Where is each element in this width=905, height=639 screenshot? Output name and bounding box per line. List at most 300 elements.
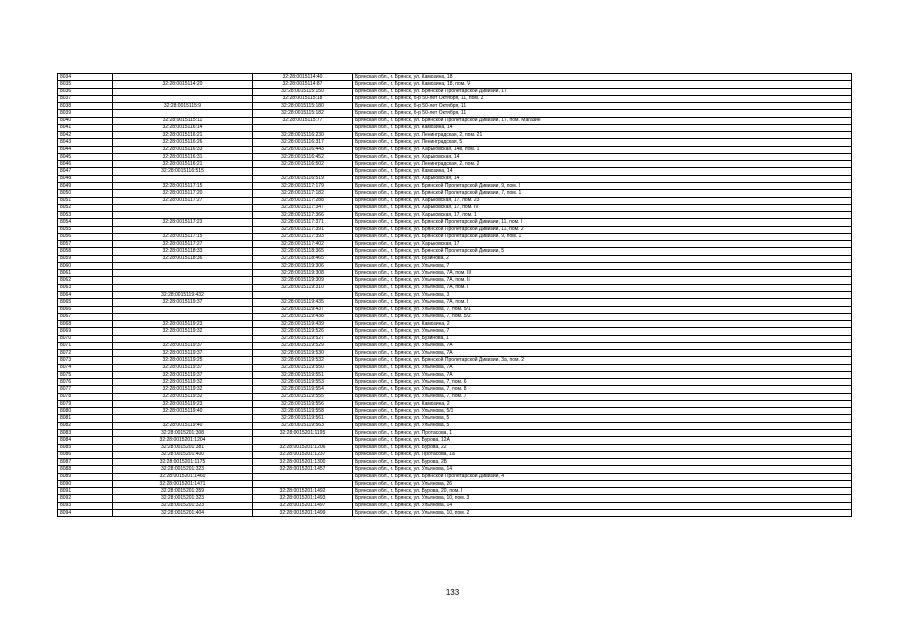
- object-cadastral-cell: 32:28:0015115:150: [253, 88, 353, 95]
- row-number-cell: 8034: [58, 74, 113, 81]
- parcel-cadastral-cell: 32:28:0015116:515: [113, 168, 253, 175]
- row-number-cell: 8035: [58, 81, 113, 88]
- table-row: [58, 350, 852, 357]
- address-cell: Брянская обл., г. Брянск, ул. Ульянова, 5: [353, 415, 852, 422]
- table-row: [58, 161, 852, 168]
- address-cell: Брянская обл., г. Брянск, ул. Брянской Пролетарской Дивизии, 3а, пом. 2: [353, 357, 852, 364]
- table-row: [58, 88, 852, 95]
- address-cell: Брянская обл., г. Брянск, ул. Ленинградская, 2, пом. 2: [353, 161, 852, 168]
- parcel-cadastral-cell: [113, 262, 253, 269]
- object-cadastral-cell: 32:28:0015201:1492: [253, 488, 353, 495]
- row-number-cell: 8052: [58, 204, 113, 211]
- row-number-cell: 8090: [58, 480, 113, 487]
- parcel-cadastral-cell: 32:28:0015201:323: [113, 495, 253, 502]
- parcel-cadastral-cell: 32:28:0015119:432: [113, 291, 253, 298]
- parcel-cadastral-cell: 32:28:0015119:37: [113, 299, 253, 306]
- row-number-cell: 8089: [58, 473, 113, 480]
- object-cadastral-cell: 32:28:0015117:366: [253, 212, 353, 219]
- table-row: [58, 219, 852, 226]
- row-number-cell: 8065: [58, 299, 113, 306]
- parcel-cadastral-cell: 32:28:0015201:1175: [113, 459, 253, 466]
- address-cell: Брянская обл., г. Брянск, ул. Ульянова, 7А: [353, 342, 852, 349]
- address-cell: Брянская обл., г. Брянск, ул. Камозина, 2: [353, 400, 852, 407]
- object-cadastral-cell: 32:28:0015201:1497: [253, 502, 353, 509]
- object-cadastral-cell: 32:28:0015119:551: [253, 371, 353, 378]
- address-cell: Брянская обл., г. Брянск, ул. Брянской Пролетарской Дивизии, 9, пом. I: [353, 182, 852, 189]
- address-cell: Брянская обл., г. Брянск, ул. Бурова, 12А: [353, 437, 852, 444]
- row-number-cell: 8068: [58, 321, 113, 328]
- object-cadastral-cell: 32:28:0015201:1300: [253, 459, 353, 466]
- object-cadastral-cell: 32:28:0015115:180: [253, 103, 353, 110]
- table-row: [58, 342, 852, 349]
- table-row: [58, 197, 852, 204]
- row-number-cell: 8080: [58, 408, 113, 415]
- row-number-cell: 8056: [58, 233, 113, 240]
- object-cadastral-cell: 32:28:0015119:532: [253, 357, 353, 364]
- object-cadastral-cell: 32:28:0015119:553: [253, 379, 353, 386]
- address-cell: Брянская обл., г. Брянск, ул. Харьковская, 14в, пом. 1: [353, 146, 852, 153]
- object-cadastral-cell: 32:28:0015114:40: [253, 74, 353, 81]
- object-cadastral-cell: 32:28:0015119:550: [253, 364, 353, 371]
- row-number-cell: 8072: [58, 350, 113, 357]
- row-number-cell: 8082: [58, 422, 113, 429]
- parcel-cadastral-cell: 32:28:0015117:27: [113, 197, 253, 204]
- table-row: [58, 277, 852, 284]
- address-cell: Брянская обл., г. Брянск, ул. Ульянова, 26: [353, 480, 852, 487]
- parcel-cadastral-cell: [113, 226, 253, 233]
- address-cell: Брянская обл., г. Брянск, ул. Камозина, 18, пом. V: [353, 81, 852, 88]
- object-cadastral-cell: 32:28:0015117:391: [253, 226, 353, 233]
- table-row: [58, 357, 852, 364]
- object-cadastral-cell: 32:28:0015119:435: [253, 299, 353, 306]
- row-number-cell: 8067: [58, 313, 113, 320]
- table-row: [58, 110, 852, 117]
- object-cadastral-cell: 32:28:0015119:310: [253, 284, 353, 291]
- object-cadastral-cell: 32:28:0015115:18: [253, 95, 353, 102]
- address-cell: Брянская обл., г. Брянск, ул. Ульянова, 7, пом. 5/2: [353, 313, 852, 320]
- object-cadastral-cell: 32:28:0015117:393: [253, 233, 353, 240]
- parcel-cadastral-cell: [113, 270, 253, 277]
- row-number-cell: 8093: [58, 502, 113, 509]
- row-number-cell: 8061: [58, 270, 113, 277]
- object-cadastral-cell: 32:28:0015119:554: [253, 386, 353, 393]
- table-row: [58, 328, 852, 335]
- table-row: [58, 248, 852, 255]
- address-cell: Брянская обл., г. Брянск, ул. Ульянова, 7: [353, 262, 852, 269]
- address-cell: Брянская обл., г. Брянск, ул. Ульянова, 7, пом. 6: [353, 379, 852, 386]
- table-row: [58, 291, 852, 298]
- parcel-cadastral-cell: [113, 306, 253, 313]
- row-number-cell: 8073: [58, 357, 113, 364]
- parcel-cadastral-cell: 32:28:0015116:14: [113, 124, 253, 131]
- object-cadastral-cell: 32:28:0015116:502: [253, 161, 353, 168]
- object-cadastral-cell: 32:28:0015201:1206: [253, 444, 353, 451]
- row-number-cell: 8038: [58, 103, 113, 110]
- table-row: [58, 502, 852, 509]
- table-row: [58, 422, 852, 429]
- object-cadastral-cell: 32:28:0015119:309: [253, 277, 353, 284]
- address-cell: Брянская обл., г. Брянск, б-р 50-лет Октября, 11, пом. 2: [353, 95, 852, 102]
- object-cadastral-cell: 32:28:0015118:365: [253, 248, 353, 255]
- table-row: [58, 459, 852, 466]
- table-row: [58, 480, 852, 487]
- address-cell: Брянская обл., г. Брянск, ул. Камозина, 14: [353, 168, 852, 175]
- address-cell: Брянская обл., г. Брянск, б-р 50-лет Октября, 11: [353, 103, 852, 110]
- row-number-cell: 8059: [58, 255, 113, 262]
- table-row: [58, 74, 852, 81]
- parcel-cadastral-cell: 32:28:0015201:400: [113, 451, 253, 458]
- parcel-cadastral-cell: [113, 284, 253, 291]
- row-number-cell: 8051: [58, 197, 113, 204]
- table-row: [58, 306, 852, 313]
- table-row: [58, 262, 852, 269]
- address-cell: Брянская обл., г. Брянск, ул. Ульянова, 7А: [353, 371, 852, 378]
- register-table: [57, 73, 852, 517]
- row-number-cell: 8094: [58, 509, 113, 516]
- row-number-cell: 8078: [58, 393, 113, 400]
- table-row: [58, 175, 852, 182]
- row-number-cell: 8053: [58, 212, 113, 219]
- object-cadastral-cell: 32:28:0015116:519: [253, 175, 353, 182]
- object-cadastral-cell: 32:28:0015117:402: [253, 241, 353, 248]
- row-number-cell: 8058: [58, 248, 113, 255]
- address-cell: Брянская обл., г. Брянск, ул. Ульянова, 5: [353, 422, 852, 429]
- table-row: [58, 430, 852, 437]
- table-row: [58, 473, 852, 480]
- table-row: [58, 190, 852, 197]
- row-number-cell: 8071: [58, 342, 113, 349]
- object-cadastral-cell: 32:28:0015119:306: [253, 262, 353, 269]
- row-number-cell: 8046: [58, 161, 113, 168]
- table-row: [58, 241, 852, 248]
- parcel-cadastral-cell: 32:28:0015116:21: [113, 132, 253, 139]
- address-cell: Брянская обл., г. Брянск, ул. Ульянова, 7: [353, 328, 852, 335]
- row-number-cell: 8081: [58, 415, 113, 422]
- table-row: [58, 226, 852, 233]
- register-table-body: [58, 74, 852, 517]
- object-cadastral-cell: 32:28:0015119:558: [253, 408, 353, 415]
- address-cell: Брянская обл., г. Брянск, ул. Ульянова, 7А, пом. I: [353, 284, 852, 291]
- table-row: [58, 364, 852, 371]
- object-cadastral-cell: [253, 291, 353, 298]
- address-cell: Брянская обл., г. Брянск, ул. Ульянова, 7А: [353, 364, 852, 371]
- address-cell: Брянская обл., г. Брянск, ул. Протасова, 1: [353, 430, 852, 437]
- row-number-cell: 8043: [58, 139, 113, 146]
- table-row: [58, 408, 852, 415]
- object-cadastral-cell: 32:28:0015201:1499: [253, 509, 353, 516]
- parcel-cadastral-cell: 32:28:0015119:32: [113, 393, 253, 400]
- table-row: [58, 437, 852, 444]
- row-number-cell: 8091: [58, 488, 113, 495]
- address-cell: Брянская обл., г. Брянск, ул. Ульянова, 7А: [353, 350, 852, 357]
- parcel-cadastral-cell: 32:28:0015119:32: [113, 328, 253, 335]
- table-row: [58, 299, 852, 306]
- table-row: [58, 335, 852, 342]
- row-number-cell: 8060: [58, 262, 113, 269]
- page-number: 133: [445, 588, 460, 597]
- parcel-cadastral-cell: [113, 415, 253, 422]
- table-row: [58, 313, 852, 320]
- parcel-cadastral-cell: 32:28:0015116:31: [113, 153, 253, 160]
- object-cadastral-cell: 32:28:0015119:555: [253, 393, 353, 400]
- parcel-cadastral-cell: 32:28:0015117:27: [113, 241, 253, 248]
- address-cell: Брянская обл., г. Брянск, ул. Бурова, 22: [353, 444, 852, 451]
- parcel-cadastral-cell: [113, 95, 253, 102]
- row-number-cell: 8066: [58, 306, 113, 313]
- parcel-cadastral-cell: 32:28:0015119:40: [113, 422, 253, 429]
- row-number-cell: 8047: [58, 168, 113, 175]
- row-number-cell: 8092: [58, 495, 113, 502]
- row-number-cell: 8057: [58, 241, 113, 248]
- table-row: [58, 488, 852, 495]
- address-cell: Брянская обл., г. Брянск, ул. Камозина, 14: [353, 124, 852, 131]
- address-cell: Брянская обл., г. Брянск, ул. Ульянова, 5/1: [353, 408, 852, 415]
- table-row: [58, 233, 852, 240]
- address-cell: Брянская обл., г. Брянск, ул. Бузинова, 2: [353, 255, 852, 262]
- object-cadastral-cell: 32:28:0015116:317: [253, 139, 353, 146]
- address-cell: Брянская обл., г. Брянск, ул. Протасова, 1а: [353, 451, 852, 458]
- row-number-cell: 8050: [58, 190, 113, 197]
- table-row: [58, 379, 852, 386]
- address-cell: Брянская обл., г. Брянск, ул. Брянской Пролетарской Дивизии, 11, пом. I: [353, 219, 852, 226]
- object-cadastral-cell: 32:28:0015201:1493: [253, 495, 353, 502]
- object-cadastral-cell: 32:28:0015116:452: [253, 153, 353, 160]
- table-row: [58, 204, 852, 211]
- address-cell: Брянская обл., г. Брянск, ул. Бузинова, 1: [353, 335, 852, 342]
- address-cell: Брянская обл., г. Брянск, ул. Брянской Пролетарской Дивизии, 5: [353, 248, 852, 255]
- object-cadastral-cell: 32:28:0015117:288: [253, 197, 353, 204]
- parcel-cadastral-cell: 32:28:0015119:40: [113, 408, 253, 415]
- parcel-cadastral-cell: 32:28:0015117:15: [113, 233, 253, 240]
- table-row: [58, 495, 852, 502]
- address-cell: Брянская обл., г. Брянск, ул. Харьковская, 17, пом. IV: [353, 204, 852, 211]
- parcel-cadastral-cell: 32:28:0015119:25: [113, 357, 253, 364]
- object-cadastral-cell: 32:28:0015119:563: [253, 422, 353, 429]
- row-number-cell: 8036: [58, 88, 113, 95]
- parcel-cadastral-cell: 32:28:0015201:359: [113, 488, 253, 495]
- row-number-cell: 8041: [58, 124, 113, 131]
- address-cell: Брянская обл., г. Брянск, ул. Камозина, 18: [353, 74, 852, 81]
- object-cadastral-cell: 32:28:0015117:179: [253, 182, 353, 189]
- address-cell: Брянская обл., г. Брянск, ул. Брянской Пролетарской Дивизии, 17, пом. Магазин: [353, 117, 852, 124]
- row-number-cell: 8088: [58, 466, 113, 473]
- object-cadastral-cell: 32:28:0015119:529: [253, 342, 353, 349]
- parcel-cadastral-cell: 32:28:0015117:23: [113, 219, 253, 226]
- row-number-cell: 8083: [58, 430, 113, 437]
- row-number-cell: 8054: [58, 219, 113, 226]
- address-cell: Брянская обл., г. Брянск, ул. Брянской Пролетарской Дивизии, 11, пом. 2: [353, 226, 852, 233]
- table-row: [58, 270, 852, 277]
- table-row: [58, 182, 852, 189]
- table-row: [58, 139, 852, 146]
- object-cadastral-cell: [253, 124, 353, 131]
- parcel-cadastral-cell: [113, 110, 253, 117]
- row-number-cell: 8044: [58, 146, 113, 153]
- address-cell: Брянская обл., г. Брянск, ул. Брянской Пролетарской Дивизии, 4: [353, 473, 852, 480]
- row-number-cell: 8049: [58, 182, 113, 189]
- object-cadastral-cell: 32:28:0015119:530: [253, 350, 353, 357]
- parcel-cadastral-cell: 32:28:0015201:1471: [113, 480, 253, 487]
- parcel-cadastral-cell: [113, 74, 253, 81]
- object-cadastral-cell: 32:28:0015117:347: [253, 204, 353, 211]
- address-cell: Брянская обл., г. Брянск, ул. Ульянова, 14: [353, 502, 852, 509]
- object-cadastral-cell: 32:28:0015116:443: [253, 146, 353, 153]
- object-cadastral-cell: [253, 480, 353, 487]
- object-cadastral-cell: 32:28:0015119:437: [253, 306, 353, 313]
- object-cadastral-cell: [253, 437, 353, 444]
- parcel-cadastral-cell: 32:28:0015115:11: [113, 117, 253, 124]
- table-row: [58, 466, 852, 473]
- row-number-cell: 8086: [58, 451, 113, 458]
- address-cell: Брянская обл., г. Брянск, ул. Харьковская, 14: [353, 153, 852, 160]
- table-row: [58, 255, 852, 262]
- object-cadastral-cell: 32:28:0015119:526: [253, 328, 353, 335]
- parcel-cadastral-cell: [113, 204, 253, 211]
- object-cadastral-cell: 32:28:0015114:87: [253, 81, 353, 88]
- object-cadastral-cell: 32:28:0015201:1237: [253, 451, 353, 458]
- row-number-cell: 8062: [58, 277, 113, 284]
- parcel-cadastral-cell: [113, 313, 253, 320]
- address-cell: Брянская обл., г. Брянск, ул. Ульянова, 10, пом. 3: [353, 495, 852, 502]
- object-cadastral-cell: 32:28:0015119:438: [253, 313, 353, 320]
- table-row: [58, 132, 852, 139]
- parcel-cadastral-cell: 32:28:0015119:37: [113, 364, 253, 371]
- address-cell: Брянская обл., г. Брянск, ул. Бурова, 20, пом. I: [353, 488, 852, 495]
- parcel-cadastral-cell: 32:28:0015201:1460: [113, 473, 253, 480]
- row-number-cell: 8079: [58, 400, 113, 407]
- parcel-cadastral-cell: 32:28:0015117:20: [113, 190, 253, 197]
- parcel-cadastral-cell: 32:28:0015201:323: [113, 502, 253, 509]
- parcel-cadastral-cell: 32:28:0015201:381: [113, 444, 253, 451]
- table-row: [58, 212, 852, 219]
- row-number-cell: 8039: [58, 110, 113, 117]
- address-cell: Брянская обл., г. Брянск, ул. Харьковская, 17, пом. 23: [353, 197, 852, 204]
- parcel-cadastral-cell: 32:28:0015119:32: [113, 386, 253, 393]
- address-cell: Брянская обл., г. Брянск, ул. Брянской Пролетарской Дивизии, 17: [353, 88, 852, 95]
- parcel-cadastral-cell: 32:28:0015119:37: [113, 371, 253, 378]
- row-number-cell: 8074: [58, 364, 113, 371]
- table-row: [58, 117, 852, 124]
- address-cell: Брянская обл., г. Брянск, ул. Ленинградская, 5: [353, 139, 852, 146]
- address-cell: Брянская обл., г. Брянск, ул. Брянской Пролетарской Дивизии, 9, пом. 1: [353, 233, 852, 240]
- table-row: [58, 321, 852, 328]
- parcel-cadastral-cell: 32:28:0015116:33: [113, 146, 253, 153]
- table-row: [58, 415, 852, 422]
- parcel-cadastral-cell: [113, 335, 253, 342]
- address-cell: Брянская обл., г. Брянск, ул. Ульянова, 7А, пом. III: [353, 270, 852, 277]
- table-row: [58, 124, 852, 131]
- address-cell: Брянская обл., г. Брянск, ул. Харьковская, 17, пом. 1: [353, 212, 852, 219]
- object-cadastral-cell: 32:28:0015115:182: [253, 110, 353, 117]
- row-number-cell: 8087: [58, 459, 113, 466]
- parcel-cadastral-cell: 32:28:0015119:37: [113, 342, 253, 349]
- address-cell: Брянская обл., г. Брянск, ул. Ульянова, 14: [353, 466, 852, 473]
- object-cadastral-cell: [253, 473, 353, 480]
- object-cadastral-cell: 32:28:0015117:182: [253, 190, 353, 197]
- parcel-cadastral-cell: 32:28:0015116:21: [113, 161, 253, 168]
- object-cadastral-cell: 32:28:0015115:77: [253, 117, 353, 124]
- address-cell: Брянская обл., г. Брянск, ул. Ленинградская, 2, пом. 21: [353, 132, 852, 139]
- table-row: [58, 400, 852, 407]
- parcel-cadastral-cell: 32:28:0015201:308: [113, 430, 253, 437]
- address-cell: Брянская обл., г. Брянск, ул. Ульянова, 7А, пом. II: [353, 277, 852, 284]
- object-cadastral-cell: 32:28:0015119:556: [253, 400, 353, 407]
- object-cadastral-cell: 32:28:0015119:439: [253, 321, 353, 328]
- object-cadastral-cell: 32:28:0015119:527: [253, 335, 353, 342]
- object-cadastral-cell: 32:28:0015118:465: [253, 255, 353, 262]
- parcel-cadastral-cell: 32:28:0015114:20: [113, 81, 253, 88]
- row-number-cell: 8076: [58, 379, 113, 386]
- row-number-cell: 8069: [58, 328, 113, 335]
- row-number-cell: 8077: [58, 386, 113, 393]
- table-row: [58, 168, 852, 175]
- row-number-cell: 8063: [58, 284, 113, 291]
- object-cadastral-cell: 32:28:0015201:1457: [253, 466, 353, 473]
- table-row: [58, 444, 852, 451]
- parcel-cadastral-cell: 32:28:0015119:23: [113, 321, 253, 328]
- object-cadastral-cell: 32:28:0015201:1195: [253, 430, 353, 437]
- address-cell: Брянская обл., г. Брянск, ул. Ульянова, 7, пом. 5/1: [353, 306, 852, 313]
- address-cell: Брянская обл., г. Брянск, б-р 50-лет Октября, 11: [353, 110, 852, 117]
- parcel-cadastral-cell: 32:28:0015118:33: [113, 248, 253, 255]
- parcel-cadastral-cell: [113, 212, 253, 219]
- table-row: [58, 451, 852, 458]
- parcel-cadastral-cell: 32:28:0015117:15: [113, 182, 253, 189]
- row-number-cell: 8055: [58, 226, 113, 233]
- row-number-cell: 8085: [58, 444, 113, 451]
- parcel-cadastral-cell: [113, 88, 253, 95]
- address-cell: Брянская обл., г. Брянск, ул. Брянской Пролетарской Дивизии, 7, пом. 1: [353, 190, 852, 197]
- parcel-cadastral-cell: 32:28:0015119:32: [113, 379, 253, 386]
- object-cadastral-cell: 32:28:0015119:561: [253, 415, 353, 422]
- address-cell: Брянская обл., г. Брянск, ул. Ульянова, 7А, пом. I: [353, 299, 852, 306]
- table-row: [58, 284, 852, 291]
- table-row: [58, 103, 852, 110]
- address-cell: Брянская обл., г. Брянск, ул. Харьковская, 17: [353, 241, 852, 248]
- address-cell: Брянская обл., г. Брянск, ул. Ульянова, 10, пом. 2: [353, 509, 852, 516]
- address-cell: Брянская обл., г. Брянск, ул. Ульянова, 3: [353, 291, 852, 298]
- parcel-cadastral-cell: 32:28:0015201:404: [113, 509, 253, 516]
- row-number-cell: 8075: [58, 371, 113, 378]
- row-number-cell: 8064: [58, 291, 113, 298]
- object-cadastral-cell: [253, 168, 353, 175]
- row-number-cell: 8048: [58, 175, 113, 182]
- parcel-cadastral-cell: 32:28:0015116:26: [113, 139, 253, 146]
- row-number-cell: 8042: [58, 132, 113, 139]
- parcel-cadastral-cell: [113, 175, 253, 182]
- row-number-cell: 8045: [58, 153, 113, 160]
- object-cadastral-cell: 32:28:0015119:308: [253, 270, 353, 277]
- parcel-cadastral-cell: [113, 277, 253, 284]
- table-row: [58, 386, 852, 393]
- address-cell: Брянская обл., г. Брянск, ул. Ульянова, 7, пом. 8: [353, 386, 852, 393]
- address-cell: Брянская обл., г. Брянск, ул. Камозина, 2: [353, 321, 852, 328]
- parcel-cadastral-cell: 32:28:0015115:9: [113, 103, 253, 110]
- address-cell: Брянская обл., г. Брянск, ул. Харьковская, 14: [353, 175, 852, 182]
- parcel-cadastral-cell: 32:28:0015119:37: [113, 350, 253, 357]
- object-cadastral-cell: 32:28:0015117:371: [253, 219, 353, 226]
- row-number-cell: 8037: [58, 95, 113, 102]
- object-cadastral-cell: 32:28:0015116:230: [253, 132, 353, 139]
- table-row: [58, 371, 852, 378]
- parcel-cadastral-cell: 32:28:0015201:1204: [113, 437, 253, 444]
- address-cell: Брянская обл., г. Брянск, ул. Бурова, 2Б: [353, 459, 852, 466]
- row-number-cell: 8084: [58, 437, 113, 444]
- row-number-cell: 8070: [58, 335, 113, 342]
- table-row: [58, 509, 852, 516]
- table-row: [58, 153, 852, 160]
- row-number-cell: 8040: [58, 117, 113, 124]
